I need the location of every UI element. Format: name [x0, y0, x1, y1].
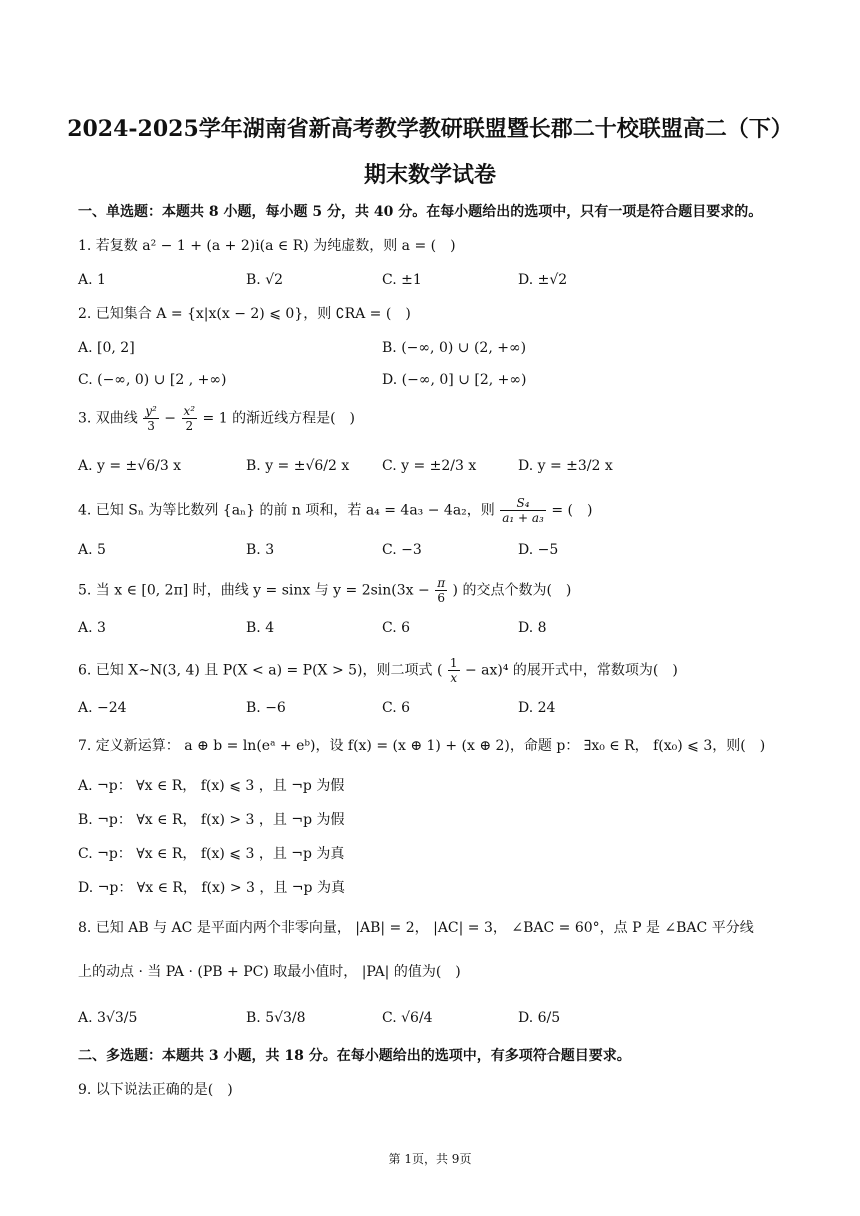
page-footer: 第 1页，共 9页: [388, 1152, 472, 1166]
q1-option-d: D. ±√2: [518, 272, 568, 288]
q3-option-c: C. y = ±2/3 x: [382, 458, 477, 474]
q5-option-b: B. 4: [246, 620, 275, 636]
question-4-stem: [78, 496, 592, 525]
section-single-choice-header: 一、单选题：本题共 8 小题，每小题 5 分，共 40 分。在每小题给出的选项中，只有一项是符合题目要求的。: [78, 204, 763, 220]
q3-stem-prefix: 3. 双曲线: [78, 410, 138, 427]
q6-option-a: A. −24: [78, 700, 127, 716]
q7-option-c: C. ¬p： ∀x ∈ R， f(x) ⩽ 3 ，且 ¬p 为真: [78, 846, 345, 862]
q2-option-d: D. (−∞, 0] ∪ [2, +∞): [382, 372, 527, 388]
q1-option-a: A. 1: [78, 272, 106, 288]
q5-fraction-pi-over-6: $\frac{\pi}{6}$: [437, 576, 446, 605]
exam-title-line2: 期末数学试卷: [363, 162, 496, 188]
q2-option-a: A. [0, 2]: [78, 340, 135, 356]
q8-option-d: D. 6/5: [518, 1010, 561, 1026]
question-6-stem: [78, 656, 678, 685]
q7-option-b: B. ¬p： ∀x ∈ R， f(x) > 3 ，且 ¬p 为假: [78, 812, 345, 828]
question-8-stem-line1: 8. 已知 AB 与 AC 是平面内两个非零向量， |AB| = 2， |AC| = 3， ∠BAC = 60°，点 P 是 ∠BAC 平分线: [78, 920, 754, 936]
q3-fraction-x2-over-2: $\frac{\text{x²}}{2}$: [183, 404, 196, 433]
q5-stem-suffix: ) 的交点个数为( ): [452, 582, 572, 599]
q6-stem-prefix: 6. 已知 X∼N(3, 4) 且 P(X < a) = P(X > 5)，则二项式 (: [78, 662, 443, 679]
section-multi-choice-header: 二、多选题：本题共 3 小题，共 18 分。在每小题给出的选项中，有多项符合题目要求。: [78, 1048, 631, 1064]
q6-option-b: B. −6: [246, 700, 286, 716]
q4-option-d: D. −5: [518, 542, 559, 558]
q8-option-b: B. 5√3/8: [246, 1010, 306, 1026]
question-1-stem: 1. 若复数 a² − 1 + (a + 2)i(a ∈ R) 为纯虚数，则 a = ( ): [78, 238, 456, 254]
q7-option-a: A. ¬p： ∀x ∈ R， f(x) ⩽ 3 ，且 ¬p 为假: [78, 778, 345, 794]
q6-fraction-1-over-x: $\frac{1}{x}$: [449, 656, 458, 685]
question-2-stem: 2. 已知集合 A = {x|x(x − 2) ⩽ 0}，则 ∁RA = ( ): [78, 306, 411, 322]
question-3-stem: 3. 双曲线 $\frac{\text{y²}}{3}$ − $\frac{\text{x²}}{2}$ = 1 的渐近线方程是( ): [78, 404, 356, 433]
q4-option-a: A. 5: [78, 542, 106, 558]
q4-option-c: C. −3: [382, 542, 422, 558]
q3-option-d: D. y = ±3/2 x: [518, 458, 613, 474]
q3-option-b: B. y = ±√6/2 x: [246, 458, 350, 474]
q5-option-d: D. 8: [518, 620, 547, 636]
exam-title-line1: 2024-2025学年湖南省新高考教学教研联盟暨长郡二十校联盟高二（下）: [67, 116, 793, 142]
q4-stem-suffix: = ( ): [551, 502, 593, 519]
q5-option-c: C. 6: [382, 620, 411, 636]
q1-option-b: B. √2: [246, 272, 284, 288]
q8-option-c: C. √6/4: [382, 1010, 433, 1026]
q4-fraction-s4: $\frac{\text{S₄}}{\text{a₁ + a₃}}$: [502, 496, 544, 525]
q8-option-a: A. 3√3/5: [78, 1010, 138, 1026]
q5-stem-prefix: 5. 当 x ∈ [0, 2π] 时，曲线 y = sinx 与 y = 2sin(3x −: [78, 582, 430, 599]
question-7-stem: 7. 定义新运算： a ⊕ b = ln(eᵃ + eᵇ)，设 f(x) = (x ⊕ 1) + (x ⊕ 2)，命题 p： ∃x₀ ∈ R， f(x₀) ⩽ 3，则( ): [78, 738, 766, 754]
q2-option-c: C. (−∞, 0) ∪ [2 , +∞): [78, 372, 227, 388]
q7-option-d: D. ¬p： ∀x ∈ R， f(x) > 3 ，且 ¬p 为真: [78, 880, 345, 896]
q6-stem-suffix: − ax)⁴ 的展开式中，常数项为( ): [464, 662, 678, 679]
q6-option-d: D. 24: [518, 700, 556, 716]
q3-fraction-y2-over-3: $\frac{\text{y²}}{3}$: [145, 404, 157, 433]
question-8-stem-line2: 上的动点 · 当 PA · (PB + PC) 取最小值时， |PA| 的值为( ): [78, 964, 461, 980]
question-9-stem: 9. 以下说法正确的是( ): [78, 1082, 233, 1098]
q4-stem-prefix: 4. 已知 Sₙ 为等比数列 {aₙ} 的前 n 项和，若 a₄ = 4a₃ − 4a₂，则: [78, 502, 495, 519]
q4-option-b: B. 3: [246, 542, 275, 558]
q3-stem-suffix: 的渐近线方程是( ): [232, 410, 356, 427]
q6-option-c: C. 6: [382, 700, 411, 716]
q3-option-a: A. y = ±√6/3 x: [78, 458, 182, 474]
q5-option-a: A. 3: [78, 620, 106, 636]
question-5-stem: [78, 576, 571, 605]
q1-option-c: C. ±1: [382, 272, 422, 288]
q2-option-b: B. (−∞, 0) ∪ (2, +∞): [382, 340, 527, 356]
